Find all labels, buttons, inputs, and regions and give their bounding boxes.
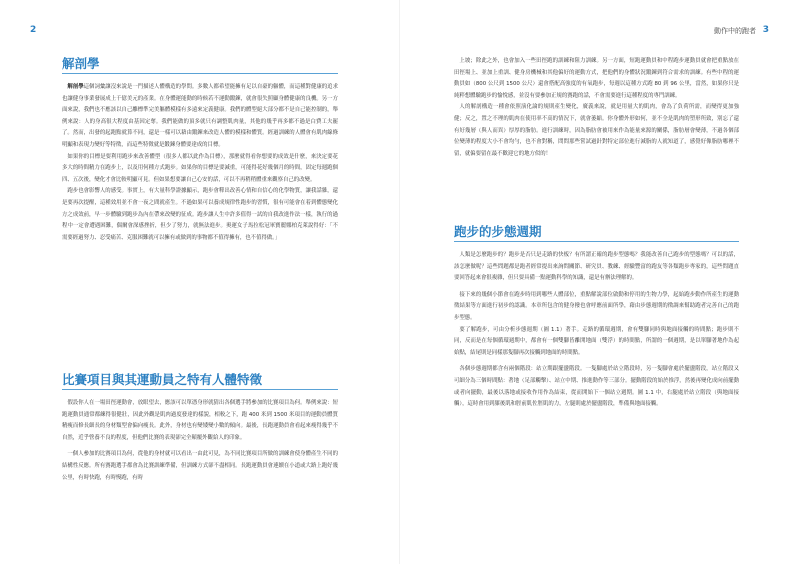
paragraph: 各個步態週期都含有兩個階段：站立期跟擺盪階段。一隻腳處於站立階段時，另一隻腳會處於擺盪階段，站立階段又可細分為三個時間點：著地（足部觸擊）、站立中期、推進動作等三部分。擺動階段的始於推浮，然後再變化成向前擺動或者向擺動，最後以落地或接收作用作為結束，從而開始下一個站立週期。圖 1.1 中，右腿處於站立階段（與地面接觸），這時會用到膝後肌和脛前肌佐脛肌的力，左腿則處於擺盪階段，準備與地面接觸。 bbox=[454, 366, 739, 408]
section-continued bbox=[454, 56, 739, 160]
paragraph: 解剖學這個詞彙讓沒來說是一門描述人體構造的學問。多數人都希望能擁有足以自豪的軀體，而這種對健康的追求也讓健身事業發展成上千億美元的產業。在身體運能動的時候若不運動鍛鍊，就會很失照顧身體健康的良機。另一方面來說，我們也不應該以自己離標準完美軀體模樣有多遠來定義健康。我們的體型絕大部分都不是自己能控制的，舉例來說：人的身高很大程度由基因定奪。我們能做的頂多就只有調整肌肉量，其他的幾乎再多都不過是白費工夫罷了。然而，出發的起跑點就算不同，還是一樣可以藉由鍛鍊來改造人體的模樣和體質。經過訓練的人體會有肌肉線條明顯和表現力變好等特徵，而這些特徵就是鍛鍊身體要達成的目標。 bbox=[62, 84, 338, 148]
paragraph: 上坡；除此之外，也會加入一些田徑跑的訓練和阻力訓練。另一方面，短跑運動員和中程跑步運動員就會把重點放在田徑場上、並加上重訓、健身房機械和其他偏好的運動方式，把他們的身體狀況鍛鍊到符合需求的訓練。有些中程的運動員如（800 公尺到 1500 公尺）還會搭配高強度的有氧跑步，每週以這種方式跑 80 到 96 公里，當然，如果你只是純粹想體驗跑步的愉悅感，並沒有要參加正規的賽跑的話，不會需要進行這種程度的專門訓練。 bbox=[454, 58, 739, 99]
paragraph: 一個人參加的比賽項目為何，從他的身材就可以看出一由此可見，為不同比賽項目所做的訓練會使身體產生不同的結構性反應。所有賽跑選手都會為比賽訓練準備，但訓練方式卻不盡相同。長跑運動員會連續在小道或大路上跑好幾公里，有時快跑，有時慢跑，有時 bbox=[62, 451, 338, 481]
paragraph: 接下來的幾個小節會在跑步時用到哪些人體部位，重點解說部位啟動和停用的生物力學，起始跑步動作所產生的運動徵結果等方面進行初步的認識。本章所包含的健身撥也會呼應前面所學，藉由步態週期的徵調來幫助跑者完善自己的跑步型態。 bbox=[454, 291, 739, 321]
page-number-left: 2 bbox=[30, 25, 37, 35]
running-head: 動作中的跑者 bbox=[714, 27, 756, 35]
paragraph: 跑步也會影響人的感受。事實上，有大量科學證據顯示，跑步會釋出改善心情和自信心的化學物質，讓我話雜，還是要再次提醒，這種效用並不會一夜之間就產生。不過如果可以養成規律性跑步的習慣，很有可能會在着到體態變化方之成效前，早一步體驗到跑步為內在帶來改變的征成。跑步讓人生中許多值得一試的自我改進作法一樣，執行的過程中一定會遭遇困難，偶爾會深感挫折，但少了努力，就無法進步。奧運女子馬拉松冠軍寶麗娜柏克萊說得好：「不需要經過努力、忍受痛苦、克服困難就可以擁有或做到的事物都不值得擁有，也不值得做。」 bbox=[62, 188, 338, 241]
paragraph: 要了解跑步，可由分析步態週期（圖 1.1）著手。走路的循環週期，會有雙腳同時與地面接觸的時間點；跑步則不同，反而是在每個循環週期中，都會有一個雙腳皆離開地面（雙浮）的時間點，所謂的一個週期，是以單腳著地作為起始點，結尾則是同樣那隻腳再次接觸到地面的時間點。 bbox=[454, 326, 739, 356]
paragraph: 人的解剖構造一種會依照演化論的規則產生變化，廣義來說，就是用量大的肌肉，會為了負荷所需，而變得更加強健；反之，置之不理的肌肉在使用率不高的情況下，就會萎縮。你身體外形如何，並不全是肌肉的塑形所致，別忘了還有好幾層（與人而異）厚厚的脂肪。進行訓練時，因為脂肪會被用來作為能量來源的關係，脂肪層會變薄，不過各個部位變薄的程度大小不會均勻，也不會對稱，問問那些嘗試過針對特定部位進行減脂的人就知道了，感覺好像脂肪哪裡不留，就偏要留在最不歡迎它的地方似的！ bbox=[454, 104, 739, 157]
section-heading-gait-cycle: 跑步的步態週期 bbox=[454, 224, 542, 239]
paragraph: 如果你的目標是要利用跑步來改善體型（很多人都以此作為目標），那麼就得看你想要的成效是什麼，來決定要花多大的時間精力在跑步上，以及用何種方式跑步。如果你的目標是要減重，可能得花好幾個月的時間，固定每週跑個四、五次後，變化才會比較明顯可見。但如果想要讓自己心安的話，可以不再稍稍體重來觀察自己的改變。 bbox=[62, 153, 338, 183]
right-page bbox=[400, 0, 799, 564]
left-page bbox=[0, 0, 399, 564]
section-heading-anatomy: 解剖學 bbox=[62, 56, 100, 71]
section-heading-event-body-traits: 比賽項目與其運動員之特有人體特徵 bbox=[62, 372, 263, 387]
page-number-right: 3 bbox=[762, 25, 769, 35]
paragraph: 人類是怎麼跑步的？跑步是否只是走路的快板？有所謂正確的跑步型態嗎？我能改善自己跑步的型態嗎？可以的話，該怎麼做呢？這些問題都是跑者經常提出來詢問關節、研究員、教練、經驗豐富的跑友等各類跑步專家的，這些問題直要回答起來會很複雜，但只要具備一點運動科學的知識，還是有辦法理解的。 bbox=[454, 252, 739, 282]
paragraph-lead-term: 解剖學 bbox=[67, 84, 84, 90]
section-event-body-traits bbox=[62, 372, 338, 484]
paragraph: 假設你人在一場田徑運動會，放眼望去，應該可以單憑身形就猜出各個選手將參加的比賽項目為何。舉例來說：短跑運動員通常都練得很健壯，因此外觀是肌肉過度發達的樣貌，相較之下，跑 400 米到 1500 米項目的運動員體質精瘦而修長細長的身材類型會偏向瘦長。此外，身材也有變矮變小數的傾向。最後，長跑運動員會看起來瘦得幾乎不自然，近乎營養不良的程度，但他們比賽的表現卻完全顛覆外觀給人的印象。 bbox=[62, 400, 338, 441]
section-anatomy bbox=[62, 56, 338, 244]
section-gait-cycle bbox=[454, 224, 739, 411]
